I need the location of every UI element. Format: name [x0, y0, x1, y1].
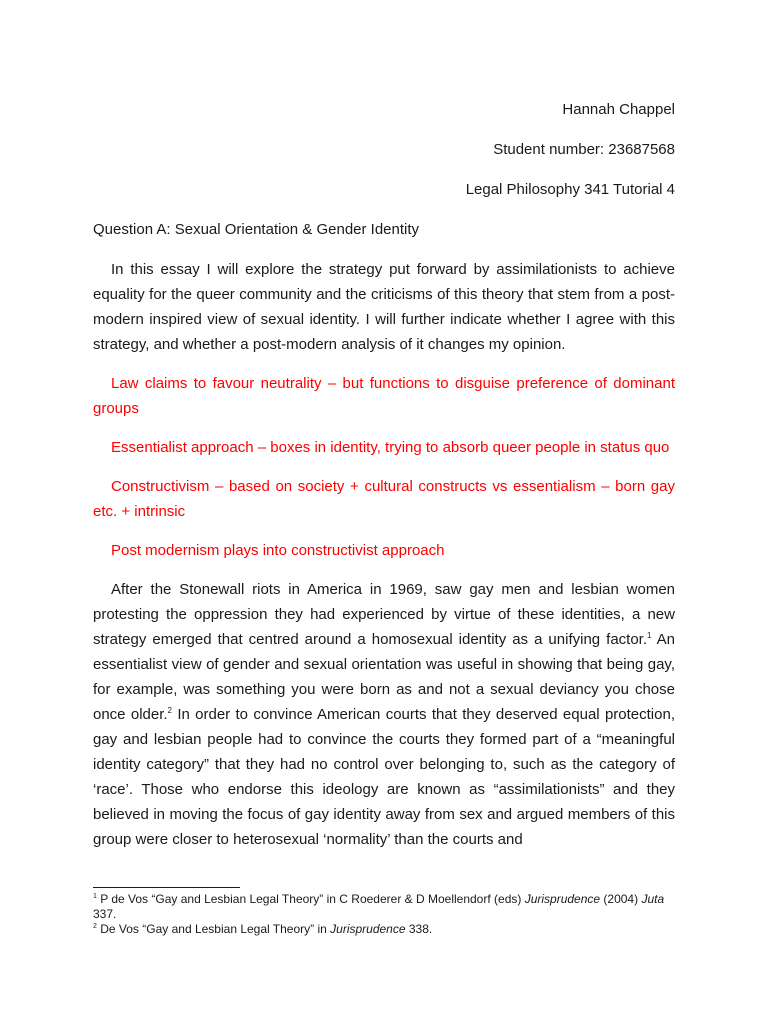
main-text-part: An essentialist view of gender and sexual orientation was useful in showing that being gay, for example, was something you were born as and not a sexual deviancy you chose once older. [93, 631, 676, 723]
note-paragraph: Law claims to favour neutrality – but functions to disguise preference of dominant groups [93, 375, 675, 417]
footnote-ref[interactable]: 2 [167, 706, 172, 715]
footnote-number: 2 [93, 923, 97, 930]
footnote-title: Jurisprudence [330, 922, 406, 936]
author-name: Hannah Chappel [562, 101, 675, 118]
footnote-text: 337. [93, 907, 117, 921]
footnote-text: P de Vos “Gay and Lesbian Legal Theory” in C Roederer & D Moellendorf (eds) [96, 892, 525, 906]
main-paragraph [93, 577, 675, 852]
footnote [93, 892, 675, 922]
note-paragraph: Post modernism plays into constructivist approach [111, 542, 445, 559]
footnote [93, 922, 675, 937]
footnote-ref[interactable]: 1 [647, 631, 652, 640]
intro-paragraph: In this essay I will explore the strategy put forward by assimilationists to achieve equality for the queer community and the criticisms of this theory that stem from a post-modern inspired view of sexual identity. I will further indicate whether I agree with this strategy, and whether a post-modern analysis of it changes my opinion. [93, 261, 675, 353]
question-heading: Question A: Sexual Orientation & Gender Identity [93, 221, 420, 238]
course-title: Legal Philosophy 341 Tutorial 4 [465, 181, 675, 198]
footnote-separator [93, 887, 240, 888]
footnote-publisher: Juta [641, 892, 665, 906]
footnote-title: Jurisprudence [524, 892, 601, 906]
note-paragraph: Constructivism – based on society + cultural constructs vs essentialism – born gay etc. + intrinsic [93, 478, 675, 520]
main-text-part: In order to convince American courts that they deserved equal protection, gay and lesbian people had to convince the courts they formed part of a “meaningful identity category” that they had no control over belonging to, such as the category of ‘race’. Those who endorse this ideology are known as “assimilationists” and they believed in moving the focus of gay identity away from sex and argued members of this group were closer to heterosexual ‘normality’ than the courts and [93, 706, 675, 848]
student-number: Student number: 23687568 [493, 141, 675, 158]
essay-body [93, 257, 675, 866]
footnotes [93, 892, 675, 937]
footnote-number: 1 [93, 893, 97, 900]
footnote-text: De Vos “Gay and Lesbian Legal Theory” in [96, 922, 331, 936]
footnote-text: 338. [405, 922, 433, 936]
main-text-part: After the Stonewall riots in America in 1969, saw gay men and lesbian women protesting the oppression they had experienced by virtue of these identities, a new strategy emerged that centred around a homosexual identity as a unifying factor. [93, 581, 675, 648]
footnote-text: (2004) [600, 892, 642, 906]
note-paragraph: Essentialist approach – boxes in identity, trying to absorb queer people in status quo [111, 439, 670, 456]
